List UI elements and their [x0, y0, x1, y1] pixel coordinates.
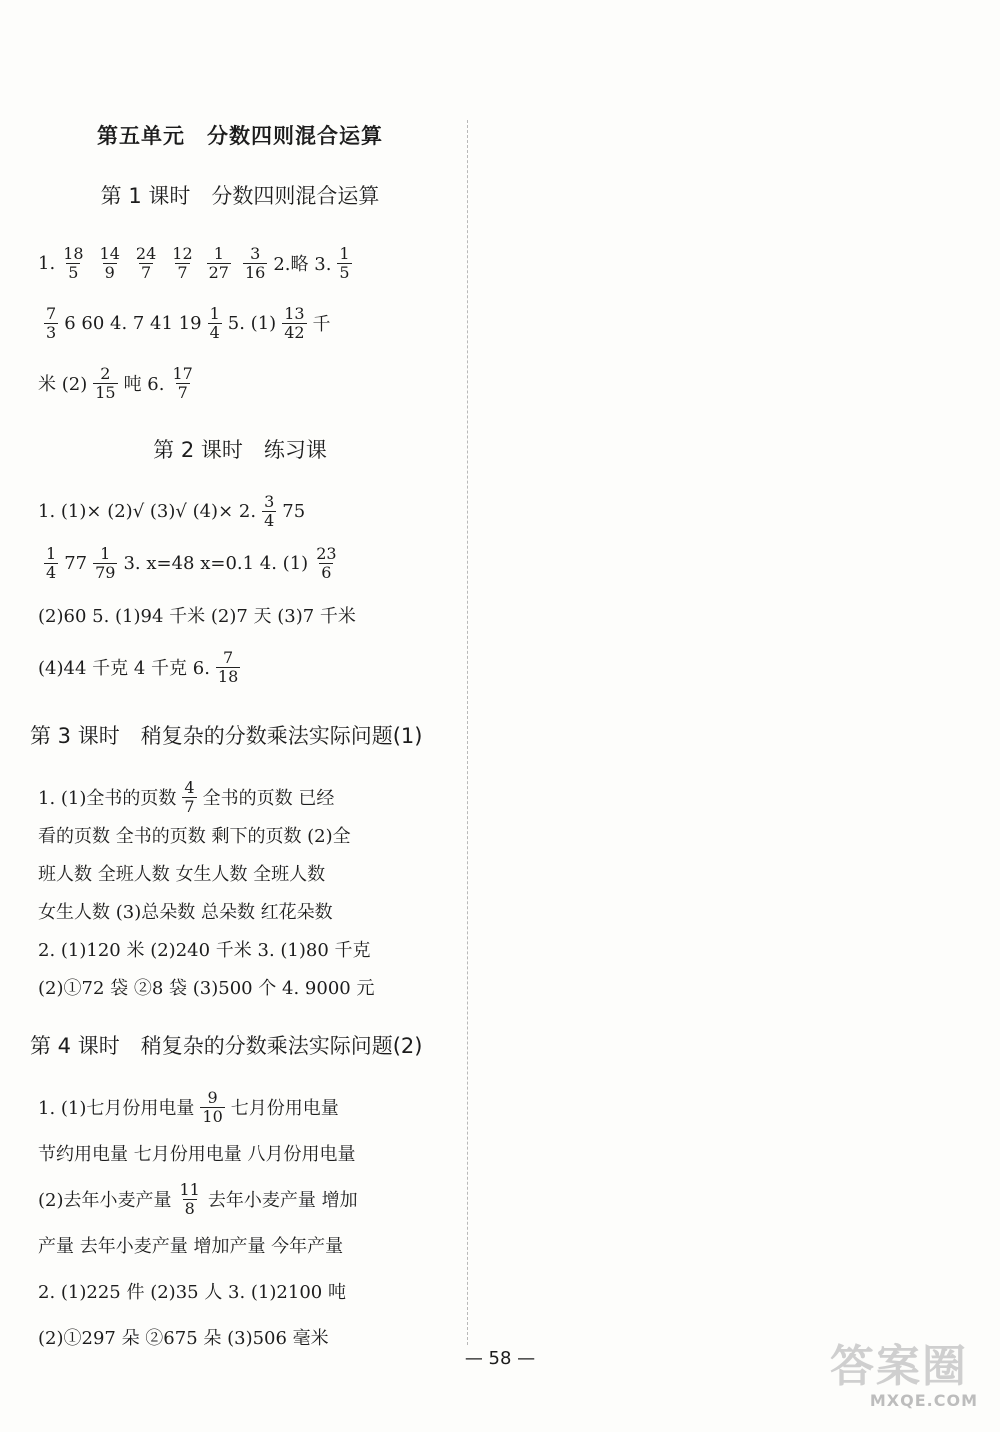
answer-line: 节约用电量 七月份用电量 八月份用电量 — [38, 1144, 356, 1165]
fraction: $\frac{1}{5}$ — [339, 243, 350, 282]
answer-line: 2. (1)225 件 (2)35 人 3. (1)2100 吨 — [38, 1282, 346, 1303]
fraction: $\frac{7}{3}$ — [46, 303, 57, 342]
watermark-url: MXQE.COM — [869, 1391, 978, 1410]
answer-line: (2)去年小麦产量 $\frac{11}{8}$ 去年小麦产量 增加 — [38, 1179, 358, 1218]
page-number: — 58 — — [464, 1348, 536, 1369]
fraction: $\frac{17}{7}$ — [172, 363, 193, 402]
watermark-logo: 答案圈 — [830, 1341, 968, 1392]
unit-title: 第五单元 分数四则混合运算 — [97, 124, 383, 148]
answer-line: 1. (1)全书的页数 $\frac{4}{7}$ 全书的页数 已经 — [38, 777, 335, 816]
answer-line: $\frac{7}{3}$ 6 60 4. 7 41 19 $\frac{1}{4}$ 5. (1) $\frac{13}{42}$ 千 — [46, 303, 331, 342]
fraction: $\frac{11}{8}$ — [179, 1179, 200, 1218]
answer-line: $\frac{1}{4}$ 77 $\frac{1}{79}$ 3. x=48 x=0.1 4. (1) $\frac{23}{6}$ — [46, 543, 337, 582]
answer-line: (4)44 千克 4 千克 6. $\frac{7}{18}$ — [38, 647, 239, 686]
answer-line: 班人数 全班人数 女生人数 全班人数 — [38, 864, 326, 885]
column-divider — [467, 120, 468, 1345]
fraction: $\frac{24}{7}$ — [135, 243, 157, 282]
answer-line: 看的页数 全书的页数 剩下的页数 (2)全 — [38, 826, 351, 847]
answer-line: 1. $\frac{18}{5}$ $\frac{14}{9}$ $\frac{24}{7}$ $\frac{12}{7}$ $\frac{1}{27}$ $\frac{3}{16}$ 2.略 3. $\frac{1}{5}$ — [38, 243, 350, 282]
lesson-title: 第 4 课时 稍复杂的分数乘法实际问题(2) — [30, 1034, 423, 1058]
answer-line: 女生人数 (3)总朵数 总朵数 红花朵数 — [38, 902, 333, 923]
lesson-title: 第 2 课时 练习课 — [153, 438, 327, 462]
answer-line: 米 (2) $\frac{2}{15}$ 吨 6. $\frac{17}{7}$ — [38, 363, 193, 402]
fraction: $\frac{23}{6}$ — [316, 543, 337, 582]
answer-line: 1. (1)七月份用电量 $\frac{9}{10}$ 七月份用电量 — [38, 1087, 339, 1126]
fraction: $\frac{1}{4}$ — [209, 303, 220, 342]
fraction: $\frac{1}{27}$ — [208, 243, 229, 282]
fraction: $\frac{9}{10}$ — [202, 1087, 223, 1126]
watermark — [728, 1330, 978, 1410]
answer-line: (2)60 5. (1)94 千米 (2)7 天 (3)7 千米 — [38, 606, 356, 627]
fraction: $\frac{1}{4}$ — [46, 543, 57, 582]
lesson-title: 第 3 课时 稍复杂的分数乘法实际问题(1) — [30, 724, 423, 748]
answer-line: (2)①297 朵 ②675 朵 (3)506 毫米 — [38, 1328, 329, 1349]
fraction: $\frac{14}{9}$ — [99, 243, 120, 282]
fraction: $\frac{2}{15}$ — [95, 363, 116, 402]
fraction: $\frac{12}{7}$ — [172, 243, 193, 282]
lesson-title: 第 1 课时 分数四则混合运算 — [100, 184, 380, 208]
fraction: $\frac{1}{79}$ — [95, 543, 116, 582]
answer-line: 1. (1)× (2)√ (3)√ (4)× 2. $\frac{3}{4}$ 75 — [38, 491, 306, 530]
fraction: $\frac{3}{16}$ — [244, 243, 266, 282]
answer-line: 产量 去年小麦产量 增加产量 今年产量 — [38, 1236, 344, 1257]
answer-line: 2. (1)120 米 (2)240 千米 3. (1)80 千克 — [38, 940, 371, 961]
fraction: $\frac{4}{7}$ — [184, 777, 195, 816]
fraction: $\frac{13}{42}$ — [284, 303, 305, 342]
fraction: $\frac{18}{5}$ — [63, 243, 84, 282]
fraction: $\frac{7}{18}$ — [217, 647, 239, 686]
fraction: $\frac{3}{4}$ — [264, 491, 275, 530]
answer-line: (2)①72 袋 ②8 袋 (3)500 个 4. 9000 元 — [38, 978, 375, 999]
